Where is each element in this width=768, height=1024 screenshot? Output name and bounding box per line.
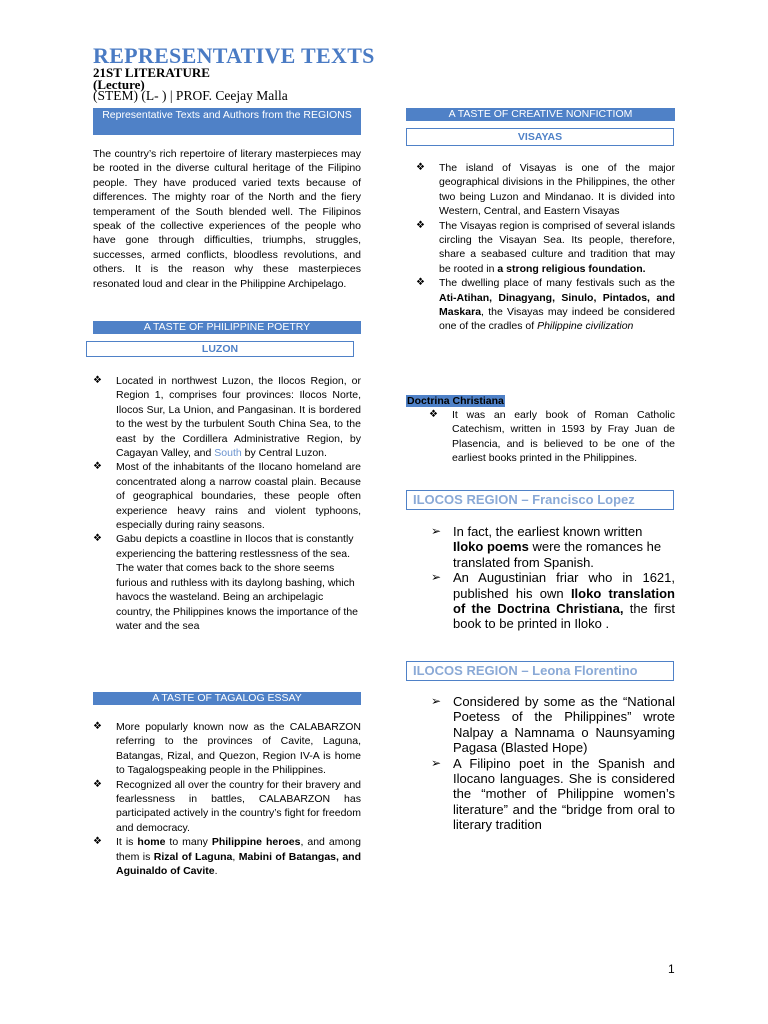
arrow-bullet-icon: ➢ [431,755,442,770]
poetry-section-bar: A TASTE OF PHILIPPINE POETRY [93,321,361,334]
lopez-heading-box: ILOCOS REGION – Francisco Lopez [406,490,674,510]
regions-section-bar: Representative Texts and Authors from the REGIONS [93,108,361,135]
arrow-bullet-icon: ➢ [431,694,442,708]
essay-section-bar: A TASTE OF TAGALOG ESSAY [93,692,361,705]
list-item: ❖ The island of Visayas is one of the major geographical divisions in the Philippines, the other two being Luzon and Mindanao. It is divided into Western, Central, and Eastern Visayas [416,162,675,218]
diamond-bullet-icon: ❖ [93,721,102,732]
section-label: (STEM) (L- ) | PROF. Ceejay Malla [93,88,288,103]
doctrina-heading: Doctrina Christiana [407,395,504,407]
list-item: ➢ In fact, the earliest known written Iloko poems were the romances he translated from Spanish. [431,524,662,570]
diamond-bullet-icon: ❖ [93,375,102,386]
diamond-bullet-icon: ❖ [93,836,102,848]
course-label: 21ST LITERATURE [93,65,210,80]
diamond-bullet-icon: ❖ [416,277,425,289]
diamond-bullet-icon: ❖ [93,461,102,473]
lopez-list [431,524,675,632]
diamond-bullet-icon: ❖ [93,778,102,790]
list-item: ❖ The dwelling place of many festivals such as the Ati-Atihan, Dinagyang, Sinulo, Pintados, and Maskara, the Visayas may indeed be considered one of the cradles of Philippine civilization [416,277,675,333]
visayas-list [416,161,675,334]
page-number: 1 [668,962,675,976]
arrow-bullet-icon: ➢ [431,524,442,538]
list-item: ❖ It is home to many Philippine heroes, and among them is Rizal of Laguna, Mabini of Batangas, and Aguinaldo of Cavite. [93,836,362,878]
list-item: ❖ More popularly known now as the CALABARZON referring to the provinces of Cavite, Laguna, Batangas, Rizal, and Quezon, Region IV-A is home to Tagalogspeaking people in the Philippines. [93,721,361,777]
list-item: ➢ Considered by some as the “National Poetess of the Philippines” wrote Nalpay a Namnama o Naunsyaming Pagasa (Blasted Hope) [431,694,675,756]
luzon-list [93,374,361,633]
luzon-box: LUZON [86,341,354,357]
florentino-heading-box: ILOCOS REGION – Leona Florentino [406,661,674,681]
nonfiction-section-bar: A TASTE OF CREATIVE NONFICTIOM [406,108,675,121]
diamond-bullet-icon: ❖ [93,533,102,545]
visayas-box: VISAYAS [406,128,674,146]
diamond-bullet-icon: ❖ [429,409,438,420]
list-item: ❖ Recognized all over the country for their bravery and fearlessness in battles, CALABARZON has participated actively in the country’s fight for freedom and democracy. [93,778,361,834]
list-item: ❖ Located in northwest Luzon, the Ilocos Region, or Region 1, comprises four provinces: Ilocos Norte, Ilocos Sur, La Union, and Pangasinan. It is bordered to the west by the turbulent South China Sea, to the east by the Cordillera Administrative Region, by Cagayan Valley, and South by Central Luzon. [93,375,361,460]
list-item: ❖ The Visayas region is comprised of several islands circling the Visayan Sea. Its people, therefore, share a seabased culture and tradition that may be rooted in a strong religious foundation. [416,219,675,275]
diamond-bullet-icon: ❖ [416,162,425,173]
intro-paragraph: The country’s rich repertoire of literary masterpieces may be rooted in the diverse cultural heritage of the Filipino people. They have produced varied texts because of differences. The mighty roar of the North and the fiery temperament of the South blended well. The Filipinos speak of the collective experiences of the people who have gone through difficulties, triumphs, struggles, successes, armed conflicts, bloodless revolutions, and others. It is the reason why these masterpieces resonated loud and clear in the Philippine Archipelago. [93,148,361,290]
list-item: ➢ A Filipino poet in the Spanish and Ilocano languages. She is considered the “mother of Philippine women’s literature” and the “bridge from oral to literary tradition [431,755,675,833]
arrow-bullet-icon: ➢ [431,570,442,585]
list-item: ➢ An Augustinian friar who in 1621, published his own Iloko translation of the Doctrina Christiana, the first book to be printed in Iloko . [431,570,675,632]
list-item: ❖ Gabu depicts a coastline in Ilocos that is constantly experiencing the battering restlessness of the sea. The water that comes back to the shore seems furious and ruthless with its daylong bashing, which havocs the wasteland. Being an archipelagic country, the Philippines knows the importance of the water and the sea [93,533,359,632]
florentino-list [431,694,675,833]
lecture-label: (Lecture) [93,77,145,92]
list-item: ❖ It was an early book of Roman Catholic Catechism, written in 1593 by Fray Juan de Plasencia, and is believed to be one of the earliest books printed in the Philippines. [429,409,675,465]
essay-list [93,720,361,878]
list-item: ❖ Most of the inhabitants of the Ilocano homeland are concentrated along a narrow coastal plain. Because of geographical boundaries, these people often experience heavy rains and violent typhoons, especially during rainy seasons. [93,461,361,532]
document-title: REPRESENTATIVE TEXTS [93,43,375,68]
diamond-bullet-icon: ❖ [416,219,425,231]
doctrina-list [429,408,675,466]
